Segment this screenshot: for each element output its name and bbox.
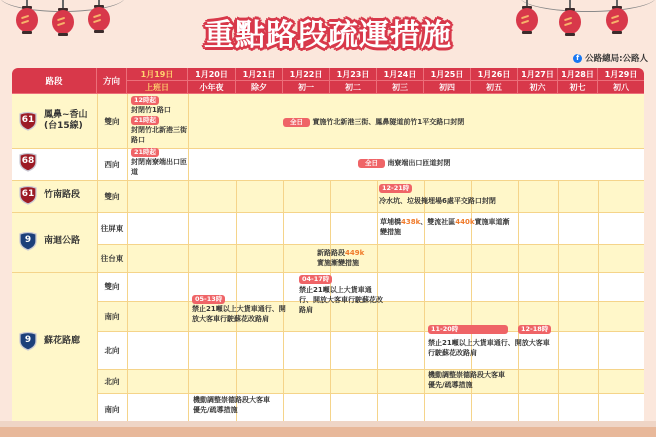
schedule-table [12,68,644,425]
road-section-nanhui: 9 南迴公路 [18,231,80,251]
header-date-4: 1月22日 [283,68,330,81]
header-date-5: 1月23日 [330,68,377,81]
header-label-11: 初八 [598,81,644,94]
road-section-68 [18,152,38,172]
grid-line [518,180,519,425]
header-label-7: 初四 [424,81,471,94]
event-cell: 05-13時 禁止21噸以上大貨車通行、開放大客車行駛蘇花改路肩 [192,295,286,323]
header-direction: 方向 [97,68,127,94]
header-date-8: 1月26日 [471,68,518,81]
shield-61-icon: 61 [18,111,38,131]
grid-line [97,331,644,332]
header-label-6: 初三 [377,81,424,94]
header-label-8: 初五 [471,81,518,94]
time-badge: 04-17時 [299,275,332,284]
header-label-5: 初二 [330,81,377,94]
shield-61-icon: 61 [18,185,38,205]
grid-line [97,393,644,394]
grid-line [127,94,128,425]
time-badge: 12-21時 [379,184,412,193]
road-section-zhunan: 61 竹南路段 [18,185,80,205]
header-date-7: 1月25日 [424,68,471,81]
grid-line [598,180,599,425]
grid-line [97,369,644,370]
event-cell: 全日 南寮端出口匝道封閉 [358,158,450,168]
event-cell: 04-17時 禁止21噸以上大貨車通行、開放大客車行駛蘇花改路肩 [299,275,383,314]
direction-cell: 雙向 [104,191,120,201]
header-date-10: 1月28日 [558,68,598,81]
time-badge: 11-20時 [428,325,508,334]
event-cell: 新路路段449k 實施漸變措施 [317,249,365,267]
grid-line [558,180,559,425]
direction-cell: 南向 [104,311,120,321]
event-cell: 機動調整崇德路段大客車優先/疏導措施 [428,371,505,389]
header-label-9: 初六 [518,81,558,94]
direction-cell: 往屏東 [100,223,124,233]
direction-cell: 北向 [104,376,120,386]
time-badge: 12-18時 [518,325,551,334]
direction-cell: 南向 [104,404,120,414]
shield-68-icon: 68 [18,152,38,172]
header-label-1: 上班日 [127,81,188,94]
time-badge: 全日 [283,118,310,127]
credit-text: 公路總局:公路人 [585,54,648,64]
time-badge: 12時起 [131,96,159,105]
header-date-1: 1月19日 [127,68,188,81]
event-cell: 草埔橋438k、雙流社區440k實施車道漸變措施 [380,218,510,236]
facebook-icon: f [573,54,582,63]
header-label-4: 初一 [283,81,330,94]
grid-line [188,94,189,180]
time-badge: 05-13時 [192,295,225,304]
header-date-9: 1月27日 [518,68,558,81]
header-label-2: 小年夜 [188,81,236,94]
credit [573,52,648,64]
direction-cell: 雙向 [104,282,120,291]
event-cell: 禁止21噸以上大貨車通行、開放大客車行駛蘇花改路肩 [428,339,550,357]
footer-band [0,427,656,437]
header-label-3: 除夕 [236,81,283,94]
event-cell: 機動調整崇德路段大客車優先/疏導措施 [193,396,270,414]
time-badge: 21時起 [131,148,159,157]
event-cell: 21時起 封閉南寮端出口匝道 [131,148,187,176]
event-cell: 12時起 封閉竹1路口 21時起 封閉竹北新港三街路口 [131,96,187,144]
header-label-10: 初七 [558,81,598,94]
time-badge: 全日 [358,159,385,168]
header-road: 路段 [12,68,97,94]
direction-cell: 往台東 [100,253,124,263]
direction-cell: 雙向 [104,116,120,126]
grid-line [97,244,644,245]
direction-cell: 北向 [104,345,120,355]
event-cell: 全日 實施竹北新港三街、鳳鼻隧道前竹1平交路口封閉 [283,117,464,127]
grid-line [188,180,189,425]
shield-9-icon: 9 [18,331,38,351]
header-date-3: 1月21日 [236,68,283,81]
header-date-11: 1月29日 [598,68,644,81]
road-section-suhua: 9 蘇花路廊 [18,331,80,351]
time-badge: 21時起 [131,116,159,125]
event-cell: 12-21時 冷水坑、垃圾掩埋場6處平交路口封閉 [379,184,496,205]
shield-9-icon: 9 [18,231,38,251]
header-date-6: 1月24日 [377,68,424,81]
page-title: 重點路段疏運措施 [204,18,452,53]
header-date-2: 1月20日 [188,68,236,81]
direction-cell: 西向 [104,159,120,169]
road-section-fengbi: 61 鳳鼻~香山 (台15線) [18,110,88,132]
